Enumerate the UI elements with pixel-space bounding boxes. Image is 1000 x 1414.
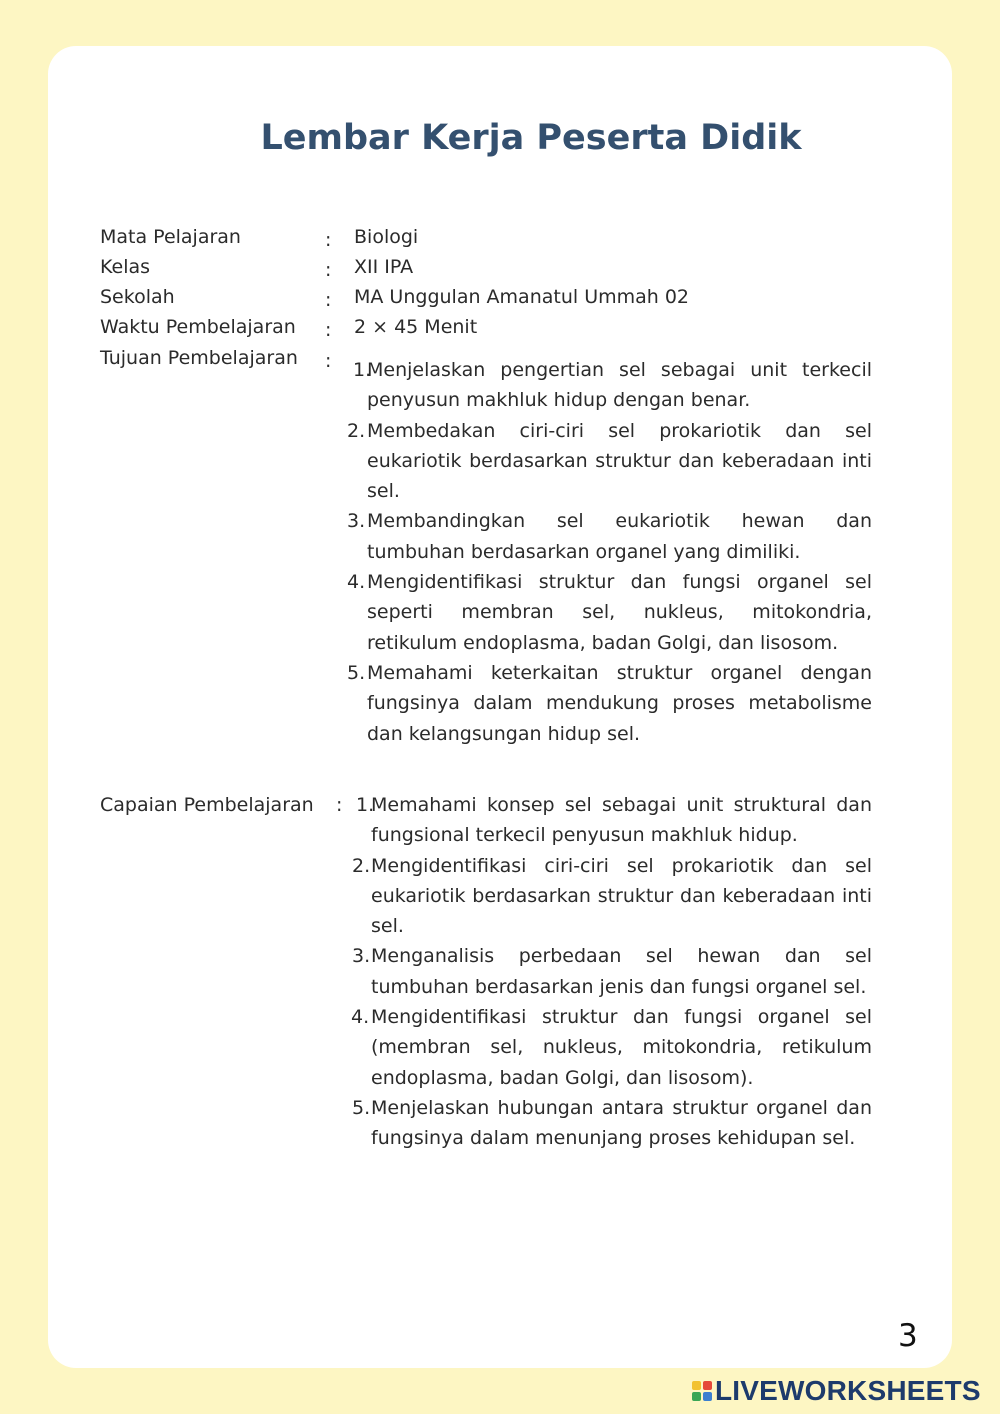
list-number: 5. xyxy=(352,1096,371,1119)
list-number: 5. xyxy=(347,661,366,684)
list-text: Menjelaskan hubungan antara struktur organel dan fungsinya dalam menunjang proses kehidupan sel. xyxy=(371,1096,872,1150)
list-text: Menjelaskan pengertian sel sebagai unit terkecil penyusun makhluk hidup dengan benar. xyxy=(367,359,872,412)
list-text: Mengidentifikasi struktur dan fungsi organel sel (membran sel, nukleus, mitokondria, retikulum endoplasma, badan Golgi, dan lisosom). xyxy=(371,1006,872,1089)
logo-square xyxy=(692,1381,701,1390)
info-colon: : xyxy=(325,229,332,251)
list-item xyxy=(352,851,872,942)
objectives-list xyxy=(347,355,872,749)
info-colon: : xyxy=(325,350,332,372)
list-text: Mengidentifikasi ciri-ciri sel prokariotik dan sel eukariotik berdasarkan struktur dan keberadaan inti sel. xyxy=(371,854,872,938)
info-colon: : xyxy=(325,289,332,311)
info-label: Waktu Pembelajaran xyxy=(100,316,296,338)
list-item xyxy=(351,1002,872,1093)
logo-square xyxy=(703,1381,712,1390)
list-text: Mengidentifikasi struktur dan fungsi organel sel seperti membran sel, nukleus, mitokondria, retikulum endoplasma, badan Golgi, dan lisosom. xyxy=(367,571,872,654)
logo-square xyxy=(703,1392,712,1401)
info-value: 2 × 45 Menit xyxy=(354,316,478,338)
liveworksheets-brand[interactable] xyxy=(692,1376,981,1406)
list-number: 4. xyxy=(351,1006,370,1029)
page-number: 3 xyxy=(898,1318,918,1354)
info-value: XII IPA xyxy=(354,256,414,278)
list-number: 1. xyxy=(356,794,375,816)
info-value: MA Unggulan Amanatul Ummah 02 xyxy=(354,286,690,308)
list-number: 1. xyxy=(353,359,372,381)
list-number: 4. xyxy=(347,571,366,594)
outcomes-list xyxy=(351,790,872,1154)
list-text: Memahami keterkaitan struktur organel dengan fungsinya dalam mendukung proses metabolisme dan kelangsungan hidup sel. xyxy=(367,661,872,745)
list-item xyxy=(347,416,872,507)
info-label: Capaian Pembelajaran xyxy=(100,794,314,816)
list-item xyxy=(347,567,872,658)
list-text: Membandingkan sel eukariotik hewan dan tumbuhan berdasarkan organel yang dimiliki. xyxy=(367,510,872,563)
list-text: Menganalisis perbedaan sel hewan dan sel tumbuhan berdasarkan jenis dan fungsi organel sel. xyxy=(371,945,872,998)
info-value: Biologi xyxy=(354,226,419,248)
list-item xyxy=(356,790,872,851)
list-text: Membedakan ciri-ciri sel prokariotik dan sel eukariotik berdasarkan struktur dan keberadaan inti sel. xyxy=(367,419,872,503)
list-item xyxy=(352,941,872,1002)
info-colon: : xyxy=(325,319,332,341)
info-label: Tujuan Pembelajaran xyxy=(100,347,298,369)
info-colon: : xyxy=(336,794,343,816)
list-item xyxy=(352,1093,872,1154)
liveworksheets-logo-icon xyxy=(692,1381,712,1401)
page-title: Lembar Kerja Peserta Didik xyxy=(260,118,802,158)
info-label: Sekolah xyxy=(100,286,175,308)
brand-name: LIVEWORKSHEETS xyxy=(715,1375,981,1406)
list-number: 2. xyxy=(352,854,371,877)
list-number: 2. xyxy=(347,419,366,442)
list-item xyxy=(347,658,872,749)
list-item xyxy=(347,506,872,567)
list-number: 3. xyxy=(347,510,366,533)
info-label: Mata Pelajaran xyxy=(100,226,241,248)
info-colon: : xyxy=(325,259,332,281)
list-text: Memahami konsep sel sebagai unit struktural dan fungsional terkecil penyusun makhluk hidup. xyxy=(371,794,872,847)
list-number: 3. xyxy=(352,945,371,968)
info-label: Kelas xyxy=(100,256,151,278)
logo-square xyxy=(692,1392,701,1401)
list-item xyxy=(353,355,872,416)
